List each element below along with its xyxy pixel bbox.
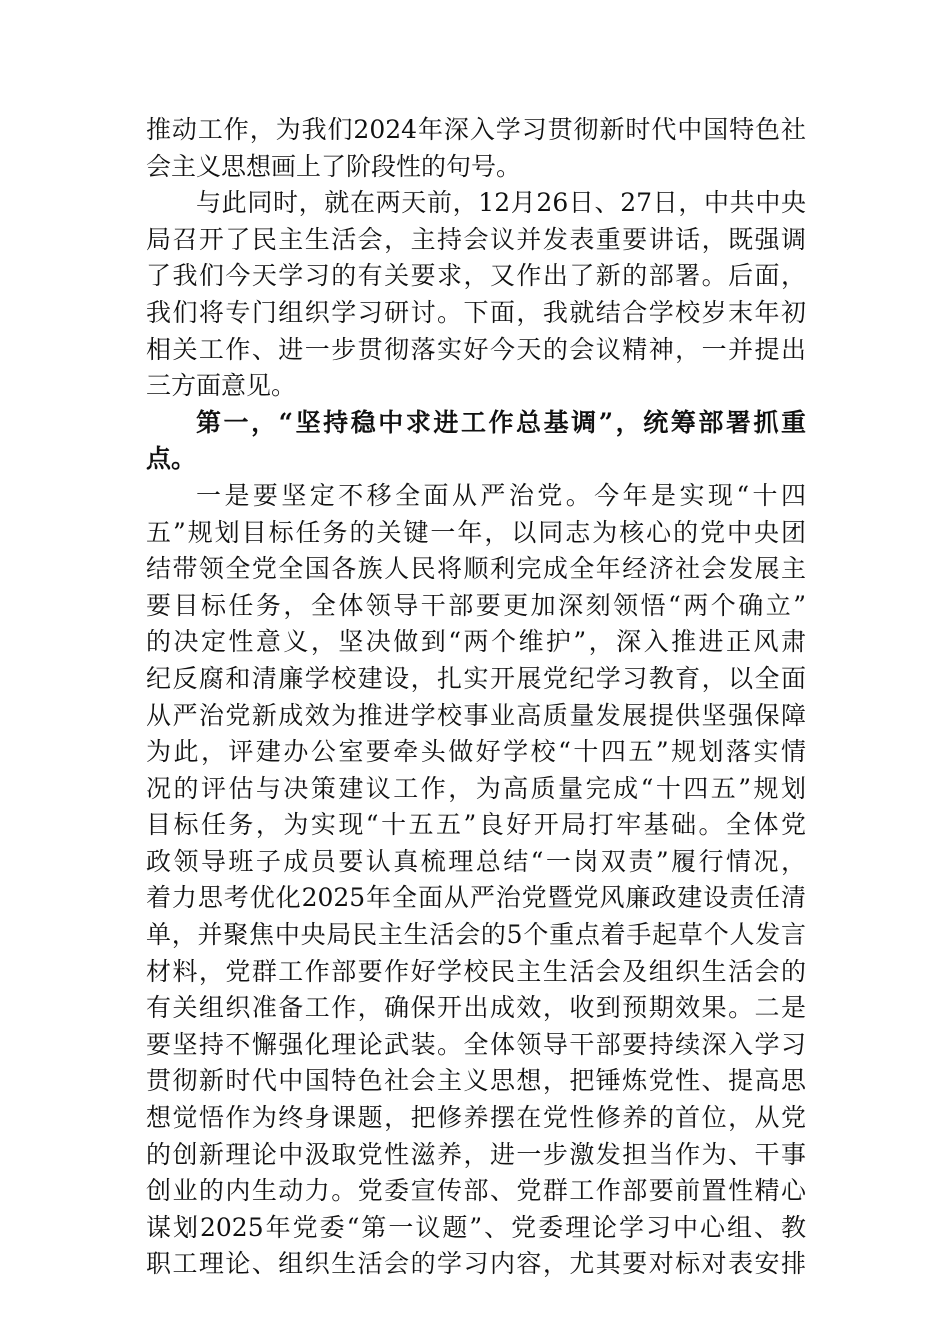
- paragraph-line: 了我们今天学习的有关要求，又作出了新的部署。后面，: [146, 261, 806, 291]
- paragraph-line: 想觉悟作为终身课题，把修养摆在党性修养的首位，从党: [146, 1103, 806, 1133]
- paragraph-line: 政领导班子成员要认真梳理总结“一岗双责”履行情况，: [146, 846, 806, 876]
- paragraph-line: 的决定性意义，坚决做到“两个维护”，深入推进正风肃: [146, 627, 806, 657]
- paragraph-line: 况的评估与决策建议工作，为高质量完成“十四五”规划: [146, 773, 806, 803]
- paragraph-line: 着力思考优化2025年全面从严治党暨党风廉政建设责任清: [146, 883, 806, 913]
- paragraph-line: 创业的内生动力。党委宣传部、党群工作部要前置性精心: [146, 1176, 806, 1206]
- paragraph-line: 局召开了民主生活会，主持会议并发表重要讲话，既强调: [146, 224, 806, 254]
- paragraph-line: 与此同时，就在两天前，12月26日、27日，中共中央: [196, 188, 806, 218]
- paragraph-line: 推动工作，为我们2024年深入学习贯彻新时代中国特色社: [146, 115, 806, 144]
- paragraph-line: 要坚持不懈强化理论武装。全体领导干部要持续深入学习: [146, 1029, 806, 1059]
- paragraph-line: 要目标任务，全体领导干部要更加深刻领悟“两个确立”: [146, 590, 806, 620]
- paragraph-line: 会主义思想画上了阶段性的句号。: [146, 151, 522, 181]
- paragraph-line: 一是要坚定不移全面从严治党。今年是实现“十四: [196, 480, 806, 510]
- paragraph-line: 谋划2025年党委“第一议题”、党委理论学习中心组、教: [146, 1212, 806, 1242]
- paragraph-line: 目标任务，为实现“十五五”良好开局打牢基础。全体党: [146, 810, 806, 840]
- paragraph-line: 我们将专门组织学习研讨。下面，我就结合学校岁末年初: [146, 297, 806, 327]
- paragraph-line: 三方面意见。: [146, 371, 297, 401]
- section-heading-line: 第一，“坚持稳中求进工作总基调”，统筹部署抓重: [196, 407, 806, 437]
- paragraph-line: 贯彻新时代中国特色社会主义思想，把锤炼党性、提高思: [146, 1066, 806, 1096]
- paragraph-line: 五”规划目标任务的关键一年，以同志为核心的党中央团: [146, 517, 806, 547]
- paragraph-line: 纪反腐和清廉学校建设，扎实开展党纪学习教育，以全面: [146, 663, 806, 693]
- paragraph-line: 单，并聚焦中央局民主生活会的5个重点着手起草个人发言: [146, 920, 806, 950]
- paragraph-line: 有关组织准备工作，确保开出成效，收到预期效果。二是: [146, 993, 806, 1023]
- paragraph-line: 为此，评建办公室要牵头做好学校“十四五”规划落实情: [146, 737, 806, 767]
- document-body: [146, 112, 806, 1283]
- paragraph-line: 相关工作、进一步贯彻落实好今天的会议精神，一并提出: [146, 334, 806, 364]
- paragraph-line: 职工理论、组织生活会的学习内容，尤其要对标对表安排: [146, 1249, 806, 1279]
- paragraph-line: 材料，党群工作部要作好学校民主生活会及组织生活会的: [146, 956, 806, 986]
- paragraph-line: 的创新理论中汲取党性滋养，进一步激发担当作为、干事: [146, 1139, 806, 1169]
- section-heading-line: 点。: [146, 444, 197, 474]
- paragraph-line: 结带领全党全国各族人民将顺利完成全年经济社会发展主: [146, 554, 806, 584]
- paragraph-line: 从严治党新成效为推进学校事业高质量发展提供坚强保障: [146, 700, 806, 730]
